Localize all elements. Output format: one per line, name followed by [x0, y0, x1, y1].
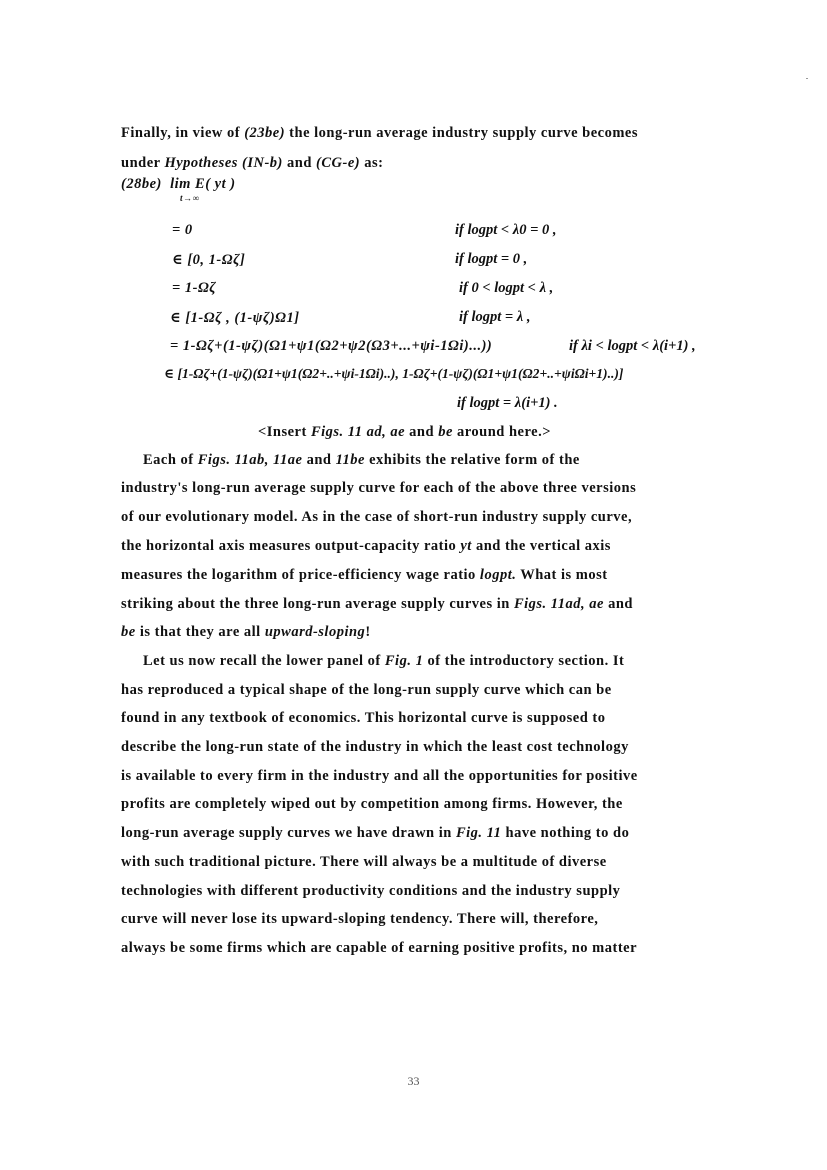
p1-line-7: be is that they are all upward-sloping! — [121, 624, 371, 640]
p2-line-6: profits are completely wiped out by competition among firms. However, the — [121, 796, 623, 812]
equation-cond-7: if logpt = λ(i+1) . — [457, 395, 558, 411]
equation-row-3: = 1-Ωζ — [172, 280, 217, 296]
p1-line-3: of our evolutionary model. As in the case of short-run industry supply curve, — [121, 509, 633, 525]
equation-row-5: = 1-Ωζ+(1-ψζ)(Ω1+ψ1(Ω2+ψ2(Ω3+...+ψi-1Ωi)...)) — [170, 338, 493, 354]
equation-row-2: ∈ [0, 1-Ωζ] — [172, 252, 246, 268]
equation-row-1: = 0 — [172, 222, 193, 238]
p1-line-6: striking about the three long-run average supply curves in Figs. 11ad, ae and — [121, 596, 633, 612]
p2-line-9: technologies with different productivity conditions and the industry supply — [121, 883, 621, 899]
p2-line-7: long-run average supply curves we have drawn in Fig. 11 have nothing to do — [121, 825, 630, 841]
p1-line-4: the horizontal axis measures output-capacity ratio yt and the vertical axis — [121, 538, 611, 554]
insert-figures-note: <Insert Figs. 11 ad, ae and be around here.> — [258, 424, 551, 440]
p2-line-3: found in any textbook of economics. This horizontal curve is supposed to — [121, 710, 606, 726]
equation-limit-sub: t→∞ — [180, 193, 200, 203]
equation-cond-1: if logpt < λ0 = 0 , — [455, 222, 557, 238]
equation-cond-4: if logpt = λ , — [459, 309, 531, 325]
p2-line-11: always be some firms which are capable of earning positive profits, no matter — [121, 940, 638, 956]
equation-label: (28be) lim E( yt ) — [121, 176, 236, 192]
intro-line-1: Finally, in view of (23be) the long-run average industry supply curve becomes — [121, 125, 639, 141]
p2-line-8: with such traditional picture. There will always be a multitude of diverse — [121, 854, 607, 870]
equation-row-4: ∈ [1-Ωζ , (1-ψζ)Ω1] — [170, 310, 300, 326]
equation-row-6: ∈ [1-Ωζ+(1-ψζ)(Ω1+ψ1(Ω2+..+ψi-1Ωi)..), 1-Ωζ+(1-ψζ)(Ω1+ψ1(Ω2+..+ψiΩi+1)..)] — [164, 366, 624, 381]
equation-cond-3: if 0 < logpt < λ , — [459, 280, 554, 296]
equation-cond-5: if λi < logpt < λ(i+1) , — [569, 338, 696, 354]
intro-line-2: under Hypotheses (IN-b) and (CG-e) as: — [121, 155, 384, 171]
equation-cond-2: if logpt = 0 , — [455, 251, 528, 267]
p1-line-5: measures the logarithm of price-efficiency wage ratio logpt. What is most — [121, 567, 608, 583]
p2-line-2: has reproduced a typical shape of the long-run supply curve which can be — [121, 682, 612, 698]
p1-line-2: industry's long-run average supply curve for each of the above three versions — [121, 480, 637, 496]
scan-speck — [806, 78, 808, 79]
p2-line-1: Let us now recall the lower panel of Fig. 1 of the introductory section. It — [143, 653, 625, 669]
p2-line-4: describe the long-run state of the industry in which the least cost technology — [121, 739, 629, 755]
page-number: 33 — [407, 1074, 420, 1088]
p2-line-5: is available to every firm in the industry and all the opportunities for positive — [121, 768, 638, 784]
p2-line-10: curve will never lose its upward-sloping tendency. There will, therefore, — [121, 911, 599, 927]
p1-line-1: Each of Figs. 11ab, 11ae and 11be exhibits the relative form of the — [143, 452, 580, 468]
